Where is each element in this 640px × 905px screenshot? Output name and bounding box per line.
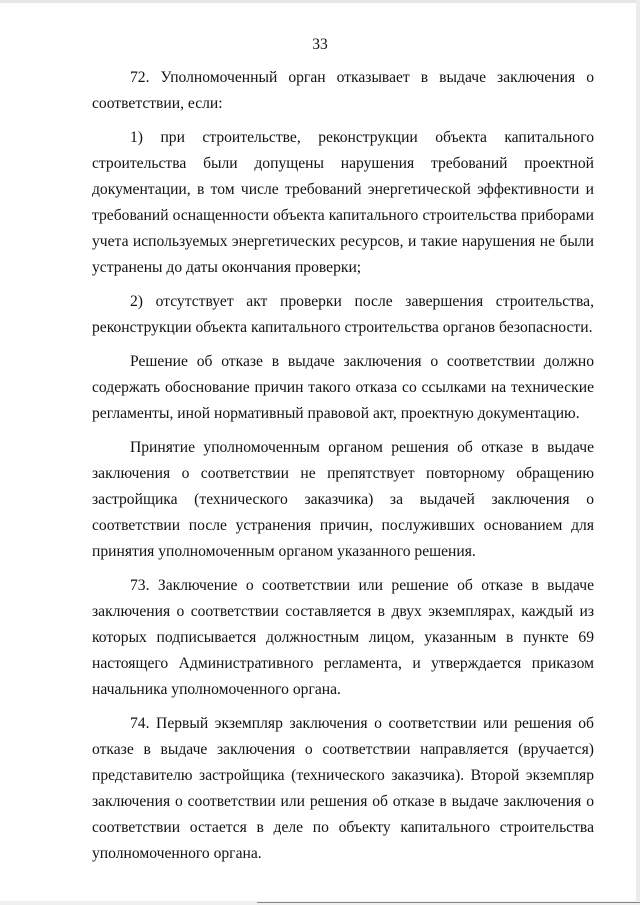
paragraph-74: 74. Первый экземпляр заключения о соответствии или решения об отказе в выдаче заключения о соответствии направляется (вручается) представителю застройщика (технического заказчика). Второй экземпляр заключения о соответствии или решения об отказе в выдаче заключения о соответствии остается в деле по объекту капитального строительства уполномоченного органа.: [92, 715, 594, 862]
paragraph-72-item-2: 2) отсутствует акт проверки после завершения строительства, реконструкции объекта капитального строительства органов безопасности.: [92, 293, 594, 336]
document-body: [92, 65, 594, 875]
paragraph-73: 73. Заключение о соответствии или решение об отказе в выдаче заключения о соответствии составляется в двух экземплярах, каждый из которых подписывается должностным лицом, указанным в пункте 69 настоящего Административного регламента, и утверждается приказом начальника уполномоченного органа.: [92, 577, 594, 698]
scan-edge-top: [0, 0, 640, 3]
bottom-rule: [257, 902, 640, 903]
paragraph-72: 72. Уполномоченный орган отказывает в выдаче заключения о соответствии, если:: [92, 69, 594, 112]
scan-edge-right: [636, 0, 640, 905]
paragraph-refusal-reapplication: Принятие уполномоченным органом решения об отказе в выдаче заключения о соответствии не препятствует повторному обращению застройщика (технического заказчика) за выдачей заключения о соответствии после устранения причин, послуживших основанием для принятия уполномоченным органом указанного решения.: [92, 439, 594, 560]
paragraph-72-item-1: 1) при строительстве, реконструкции объекта капитального строительства были допущены нарушения требований проектной документации, в том числе требований энергетической эффективности и требований оснащенности объекта капитального строительства приборами учета используемых энергетических ресурсов, и такие нарушения не были устранены до даты окончания проверки;: [92, 129, 594, 276]
paragraph-refusal-justification: Решение об отказе в выдаче заключения о соответствии должно содержать обоснование причин такого отказа со ссылками на технические регламенты, иной нормативный правовой акт, проектную документацию.: [92, 353, 594, 422]
page-number: 33: [312, 36, 328, 53]
